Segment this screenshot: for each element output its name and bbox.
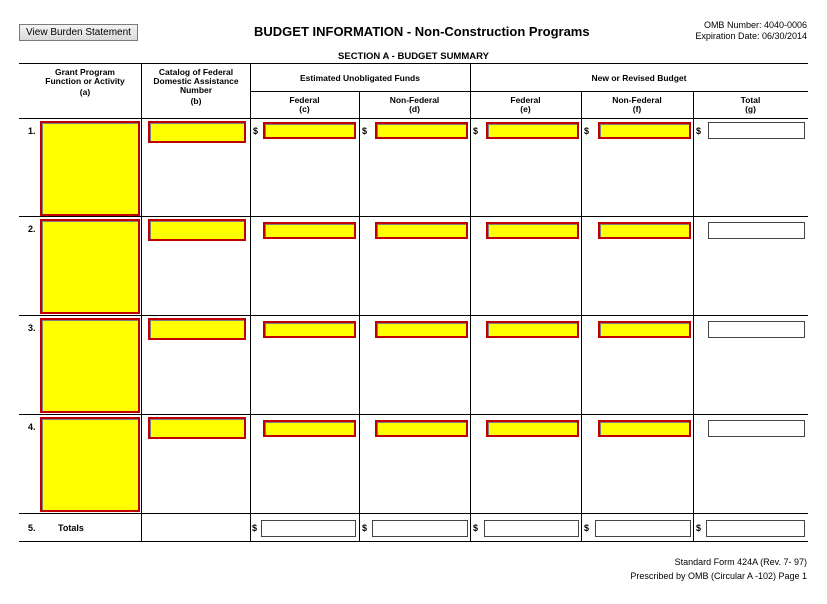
new-federal-field[interactable]: [486, 321, 579, 338]
column-b-letter: (b): [190, 96, 202, 106]
column-f-letter: (f): [632, 104, 642, 114]
grant-program-field[interactable]: [40, 417, 140, 512]
currency-symbol: $: [362, 126, 368, 136]
grid-line: [693, 91, 694, 541]
new-federal-field[interactable]: [486, 420, 579, 437]
grid-line: [19, 541, 808, 542]
currency-symbol: $: [696, 126, 702, 136]
view-burden-statement-button[interactable]: View Burden Statement: [19, 24, 138, 41]
total-field[interactable]: [708, 321, 805, 338]
grant-program-field[interactable]: [40, 219, 140, 314]
page-title: BUDGET INFORMATION - Non-Construction Programs: [254, 24, 590, 39]
currency-symbol: $: [696, 523, 702, 533]
column-header-b: [146, 68, 246, 106]
currency-symbol: $: [253, 126, 259, 136]
totals-total-field[interactable]: [706, 520, 805, 537]
unobligated-federal-field[interactable]: [263, 420, 356, 437]
grid-line: [250, 91, 808, 92]
new-nonfederal-field[interactable]: [598, 321, 691, 338]
totals-label: Totals: [58, 523, 84, 533]
cfda-number-field[interactable]: [148, 417, 246, 439]
cfda-number-field[interactable]: [148, 318, 246, 340]
column-header-f: [581, 96, 693, 114]
total-field[interactable]: [708, 222, 805, 239]
column-c-letter: (c): [299, 104, 310, 114]
unobligated-federal-field[interactable]: [263, 122, 356, 139]
total-field[interactable]: [708, 420, 805, 437]
unobligated-nonfederal-field[interactable]: [375, 420, 468, 437]
totals-unobligated-nonfederal-field[interactable]: [372, 520, 468, 537]
totals-new-nonfederal-field[interactable]: [595, 520, 691, 537]
row-number: 2.: [28, 224, 36, 234]
expiration-date: Expiration Date: 06/30/2014: [695, 31, 807, 41]
row-number: 3.: [28, 323, 36, 333]
form-name: Standard Form 424A (Rev. 7- 97): [674, 557, 807, 567]
column-d-label: Non-Federal: [389, 95, 440, 105]
grid-line: [141, 63, 142, 541]
unobligated-nonfederal-field[interactable]: [375, 222, 468, 239]
column-header-e: [470, 96, 581, 114]
unobligated-nonfederal-field[interactable]: [375, 321, 468, 338]
currency-symbol: $: [473, 126, 479, 136]
column-f-label: Non-Federal: [612, 95, 662, 105]
section-title: SECTION A - BUDGET SUMMARY: [338, 51, 489, 62]
column-g-letter: (g): [745, 104, 756, 114]
grid-line: [19, 414, 808, 415]
row-number: 4.: [28, 422, 36, 432]
currency-symbol: $: [584, 523, 590, 533]
column-header-c: [250, 96, 359, 114]
column-e-label: Federal: [510, 95, 541, 105]
grid-line: [470, 63, 471, 541]
group-header-new-budget: New or Revised Budget: [591, 73, 687, 83]
new-nonfederal-field[interactable]: [598, 122, 691, 139]
currency-symbol: $: [362, 523, 368, 533]
grant-program-field[interactable]: [40, 318, 140, 413]
currency-symbol: $: [473, 523, 479, 533]
cfda-number-field[interactable]: [148, 219, 246, 241]
grid-line: [19, 315, 808, 316]
column-header-g: [693, 96, 808, 114]
new-federal-field[interactable]: [486, 122, 579, 139]
cfda-number-field[interactable]: [148, 121, 246, 143]
new-nonfederal-field[interactable]: [598, 222, 691, 239]
unobligated-nonfederal-field[interactable]: [375, 122, 468, 139]
currency-symbol: $: [252, 523, 258, 533]
grid-line: [19, 513, 808, 514]
column-c-label: Federal: [289, 95, 320, 105]
grant-program-field[interactable]: [40, 121, 140, 216]
column-e-letter: (e): [520, 104, 531, 114]
new-federal-field[interactable]: [486, 222, 579, 239]
group-header-unobligated: Estimated Unobligated Funds: [300, 73, 420, 83]
total-field[interactable]: [708, 122, 805, 139]
grid-line: [581, 91, 582, 541]
currency-symbol: $: [584, 126, 590, 136]
prescribed-text: Prescribed by OMB (Circular A -102) Page 1: [630, 571, 807, 581]
unobligated-federal-field[interactable]: [263, 321, 356, 338]
grid-line: [19, 118, 808, 119]
grid-line: [250, 63, 251, 541]
unobligated-federal-field[interactable]: [263, 222, 356, 239]
row-number: 1.: [28, 126, 36, 136]
grid-line: [359, 91, 360, 541]
totals-new-federal-field[interactable]: [484, 520, 579, 537]
grid-line: [19, 63, 808, 64]
omb-info: [695, 20, 807, 42]
grid-line: [19, 216, 808, 217]
totals-unobligated-federal-field[interactable]: [261, 520, 356, 537]
column-a-label: Grant Program Function or Activity: [45, 67, 125, 86]
column-a-letter: (a): [79, 87, 91, 97]
column-b-label: Catalog of Federal Domestic Assistance Number: [153, 67, 239, 95]
omb-number: OMB Number: 4040-0006: [703, 20, 807, 30]
row-number: 5.: [28, 523, 36, 533]
new-nonfederal-field[interactable]: [598, 420, 691, 437]
column-d-letter: (d): [409, 104, 420, 114]
column-g-label: Total: [740, 95, 761, 105]
column-header-a: [40, 68, 130, 97]
column-header-d: [359, 96, 470, 114]
